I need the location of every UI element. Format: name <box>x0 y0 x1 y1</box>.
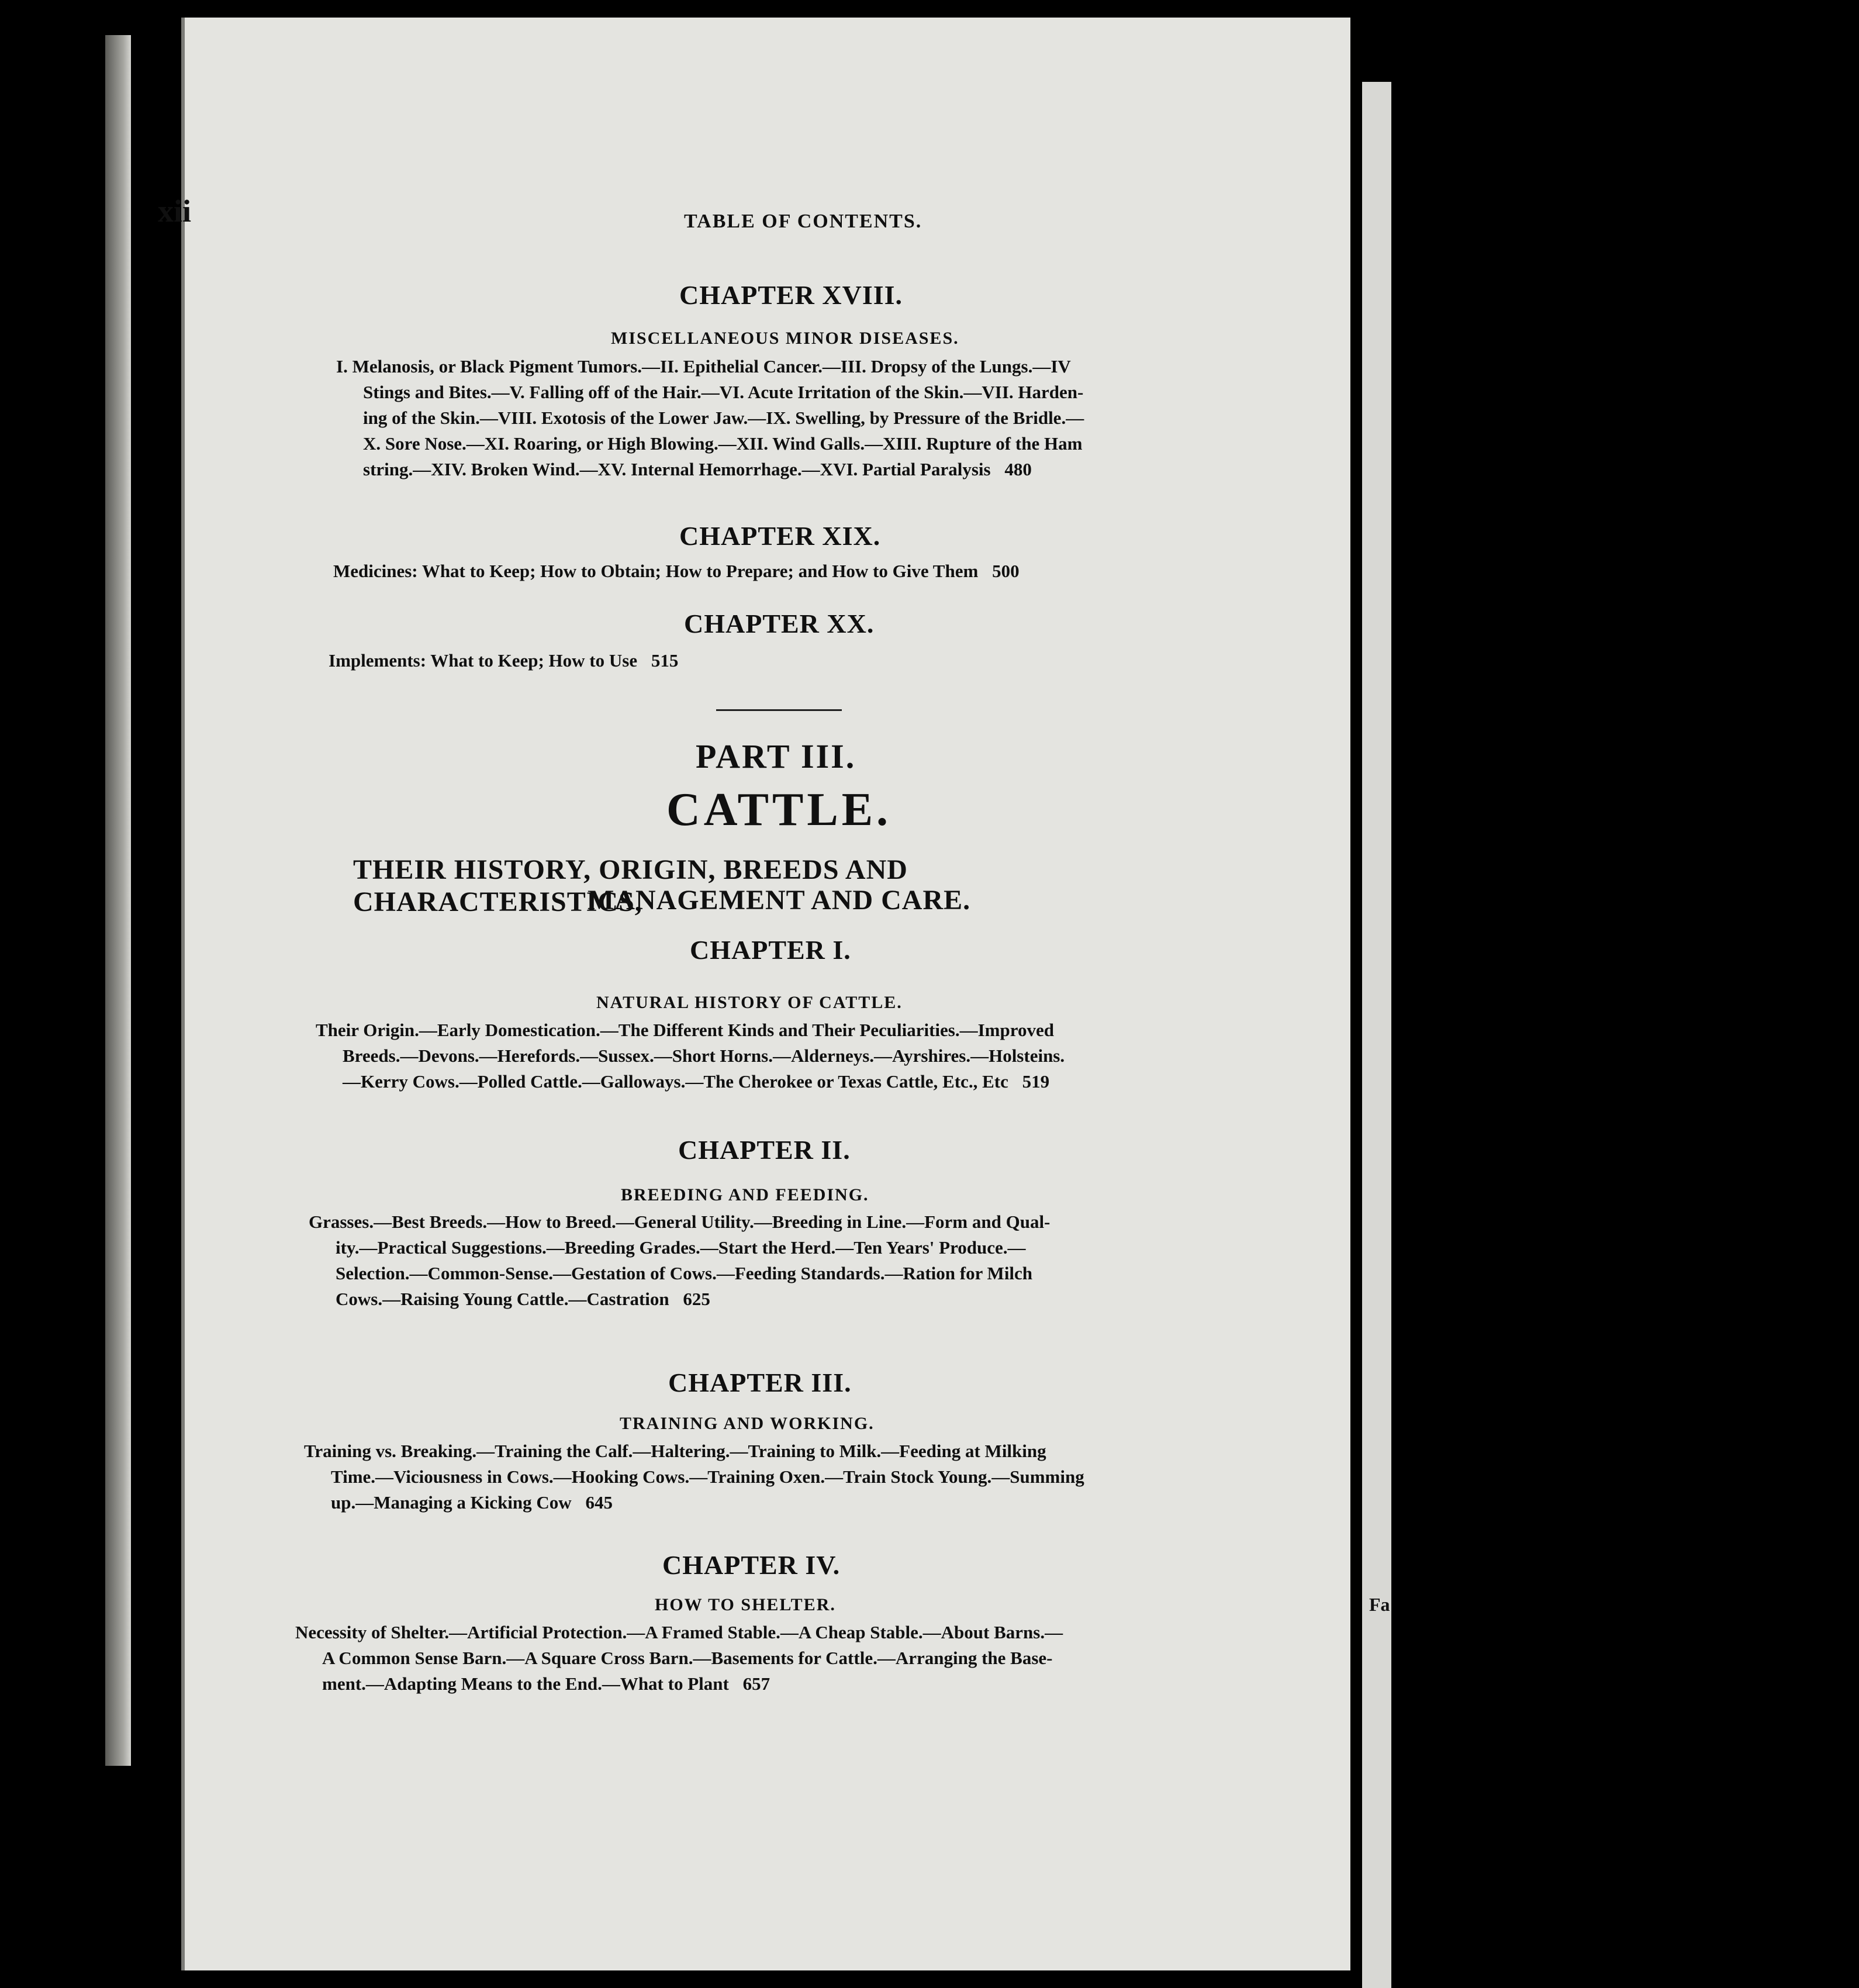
chapter-heading: CHAPTER II. <box>678 1135 851 1165</box>
chapter-heading: CHAPTER XVIII. <box>679 280 903 310</box>
contents-text: Cows.—Raising Young Cattle.—Castration <box>336 1289 669 1309</box>
part-title: CATTLE. <box>666 784 892 836</box>
contents-line: I. Melanosis, or Black Pigment Tumors.—II. Epithelial Cancer.—III. Dropsy of the Lungs.—IV <box>336 356 1071 377</box>
running-title: TABLE OF CONTENTS. <box>684 210 922 232</box>
contents-line: Training vs. Breaking.—Training the Calf.—Haltering.—Training to Milk.—Feeding at Milking <box>304 1441 1046 1461</box>
facing-page-edge <box>1362 82 1391 1988</box>
chapter-heading: CHAPTER XIX. <box>679 521 881 551</box>
chapter-contents <box>329 648 1241 674</box>
part-label: PART III. <box>696 737 856 775</box>
book-spine-shadow <box>105 35 131 1766</box>
contents-text: string.—XIV. Broken Wind.—XV. Internal Hemorrhage.—XVI. Partial Paralysis <box>363 459 991 479</box>
page-reference: 515 <box>651 650 679 671</box>
contents-text: Implements: What to Keep; How to Use <box>329 650 638 671</box>
contents-line: Breeds.—Devons.—Herefords.—Sussex.—Short Horns.—Alderneys.—Ayrshires.—Holsteins. <box>343 1045 1065 1066</box>
contents-text: —Kerry Cows.—Polled Cattle.—Galloways.—The Cherokee or Texas Cattle, Etc., Etc <box>343 1071 1008 1092</box>
chapter-contents <box>336 354 1213 482</box>
contents-line-with-page <box>309 1286 1224 1312</box>
contents-line-with-page <box>295 1671 1228 1697</box>
chapter-heading: CHAPTER I. <box>690 935 851 965</box>
page-reference: 519 <box>1022 1071 1050 1092</box>
chapter-heading: CHAPTER XX. <box>684 609 875 638</box>
contents-line: Necessity of Shelter.—Artificial Protection.—A Framed Stable.—A Cheap Stable.—About Barns.— <box>295 1622 1063 1642</box>
contents-line: Stings and Bites.—V. Falling off of the Hair.—VI. Acute Irritation of the Skin.—VII. Harden- <box>363 382 1084 402</box>
page-reference: 500 <box>992 561 1020 581</box>
contents-line: ity.—Practical Suggestions.—Breeding Grades.—Start the Herd.—Ten Years' Produce.— <box>336 1237 1026 1258</box>
contents-line: Time.—Viciousness in Cows.—Hooking Cows.—Training Oxen.—Train Stock Young.—Summing <box>331 1466 1084 1487</box>
part-subtitle-line2: MANAGEMENT AND CARE. <box>588 885 971 916</box>
contents-text: ment.—Adapting Means to the End.—What to Plant <box>322 1673 729 1694</box>
page-reference: 645 <box>585 1492 613 1513</box>
chapter-contents <box>304 1438 1219 1516</box>
chapter-subtitle: TRAINING AND WORKING. <box>620 1414 875 1433</box>
page-reference: 480 <box>1004 459 1032 479</box>
chapter-contents <box>316 1017 1248 1095</box>
contents-line: ing of the Skin.—VIII. Exotosis of the Lower Jaw.—IX. Swelling, by Pressure of the Bridle.— <box>363 408 1084 428</box>
chapter-contents <box>333 558 1242 584</box>
contents-line-with-page <box>304 1490 1219 1516</box>
chapter-heading: CHAPTER III. <box>668 1368 852 1397</box>
chapter-subtitle: BREEDING AND FEEDING. <box>621 1185 869 1204</box>
contents-line: Their Origin.—Early Domestication.—The Different Kinds and Their Peculiarities.—Improved <box>316 1020 1054 1040</box>
contents-line: A Common Sense Barn.—A Square Cross Barn.—Basements for Cattle.—Arranging the Base- <box>322 1648 1053 1668</box>
chapter-subtitle: NATURAL HISTORY OF CATTLE. <box>596 993 903 1012</box>
contents-text: up.—Managing a Kicking Cow <box>331 1492 572 1513</box>
chapter-contents <box>309 1209 1224 1312</box>
contents-line-with-page <box>333 558 1242 584</box>
contents-text: Medicines: What to Keep; How to Obtain; How to Prepare; and How to Give Them <box>333 561 979 581</box>
part-subtitle-line1: THEIR HISTORY, ORIGIN, BREEDS AND CHARACTERISTICS, <box>353 854 908 917</box>
page-reference: 625 <box>683 1289 710 1309</box>
contents-line: X. Sore Nose.—XI. Roaring, or High Blowing.—XII. Wind Galls.—XIII. Rupture of the Ham <box>363 433 1083 454</box>
section-divider <box>716 709 842 711</box>
chapter-heading: CHAPTER IV. <box>662 1550 841 1580</box>
chapter-contents <box>295 1620 1228 1697</box>
contents-line: Selection.—Common-Sense.—Gestation of Cows.—Feeding Standards.—Ration for Milch <box>336 1263 1033 1283</box>
facing-page-text-fragment: Fa <box>1369 1594 1390 1615</box>
contents-line-with-page <box>336 457 1213 482</box>
page-reference: 657 <box>742 1673 770 1694</box>
chapter-subtitle: MISCELLANEOUS MINOR DISEASES. <box>611 329 959 348</box>
contents-line-with-page <box>329 648 1241 674</box>
page-number: xii <box>158 194 192 229</box>
contents-line: Grasses.—Best Breeds.—How to Breed.—General Utility.—Breeding in Line.—Form and Qual- <box>309 1212 1051 1232</box>
contents-line-with-page <box>316 1069 1248 1095</box>
chapter-subtitle: HOW TO SHELTER. <box>655 1595 836 1614</box>
